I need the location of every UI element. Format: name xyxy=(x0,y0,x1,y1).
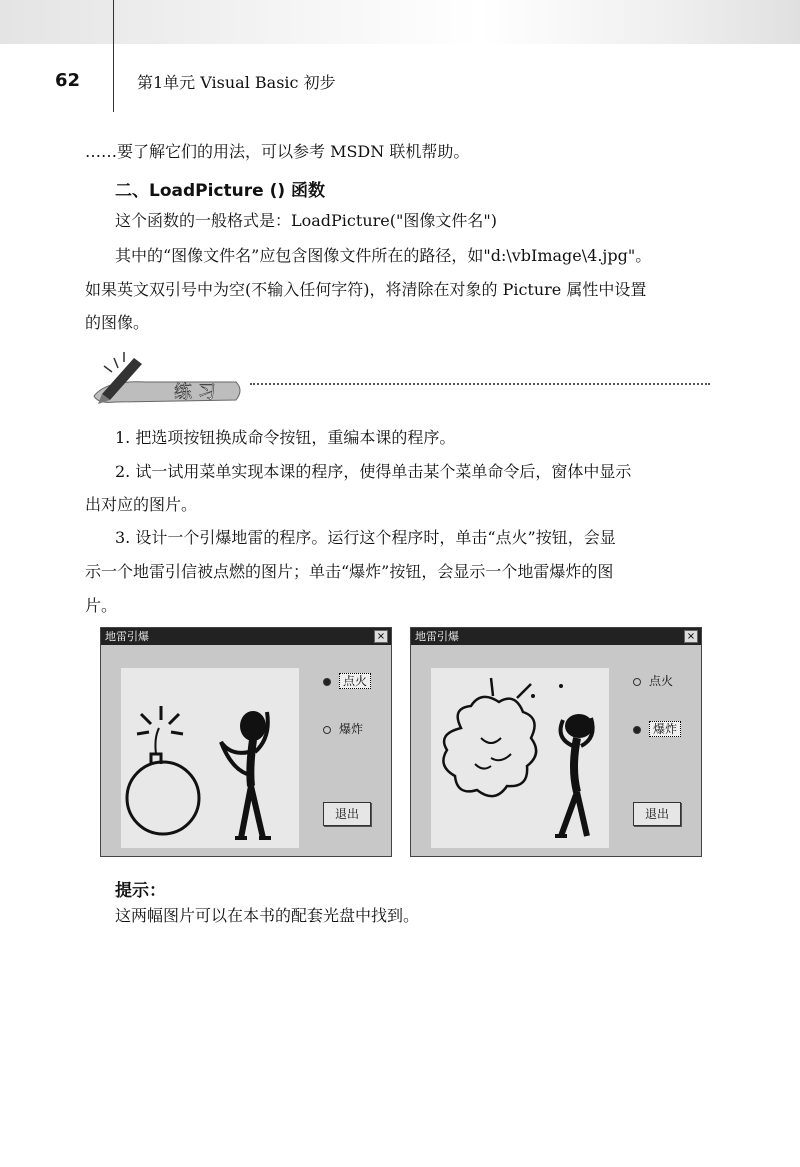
radio-selected-icon xyxy=(323,678,331,686)
page-number: 62 xyxy=(55,70,81,91)
paragraph: ……要了解它们的用法，可以参考 MSDN 联机帮助。 xyxy=(85,142,470,161)
close-button[interactable]: × xyxy=(374,630,388,643)
window-titlebar xyxy=(101,628,391,645)
option-label: 点火 xyxy=(649,674,674,688)
mine-fuse-burning-image xyxy=(121,668,299,848)
option-label: 点火 xyxy=(339,673,371,689)
option-label: 爆炸 xyxy=(339,722,364,736)
paragraph: 如果英文双引号中为空(不输入任何字符)，将清除在对象的 Picture 属性中设置 xyxy=(85,280,647,299)
radio-selected-icon xyxy=(633,726,641,734)
option-label: 爆炸 xyxy=(649,721,681,737)
option-ignite[interactable] xyxy=(323,672,371,689)
exercise-item: 3. 设计一个引爆地雷的程序。运行这个程序时，单击“点火”按钮，会显 xyxy=(115,528,616,547)
running-header: 第1单元 Visual Basic 初步 xyxy=(137,73,336,92)
pencil-icon xyxy=(86,352,246,408)
exercise-item: 片。 xyxy=(85,596,118,615)
exit-button[interactable]: 退出 xyxy=(323,802,371,826)
vb-window-ignite xyxy=(100,627,392,857)
radio-icon xyxy=(633,678,641,686)
picture-box xyxy=(121,668,299,848)
exit-button[interactable]: 退出 xyxy=(633,802,681,826)
dotted-separator xyxy=(250,383,710,385)
page-top-decoration xyxy=(0,0,800,44)
mine-explosion-image xyxy=(431,668,609,848)
close-button[interactable]: × xyxy=(684,630,698,643)
picture-box xyxy=(431,668,609,848)
exercise-item: 2. 试一试用菜单实现本课的程序，使得单击某个菜单命令后，窗体中显示 xyxy=(115,462,632,481)
paragraph: 这个函数的一般格式是：LoadPicture("图像文件名") xyxy=(115,211,497,230)
tip-text: 这两幅图片可以在本书的配套光盘中找到。 xyxy=(115,906,420,925)
window-titlebar xyxy=(411,628,701,645)
option-explode[interactable] xyxy=(633,720,681,737)
header-divider xyxy=(113,0,114,112)
exercise-item: 1. 把选项按钮换成命令按钮，重编本课的程序。 xyxy=(115,428,456,447)
exercise-label: 练 习 xyxy=(174,382,216,403)
option-ignite[interactable] xyxy=(633,672,673,689)
paragraph: 的图像。 xyxy=(85,313,150,332)
exercise-badge xyxy=(86,352,246,408)
option-explode[interactable] xyxy=(323,720,363,737)
radio-icon xyxy=(323,726,331,734)
exercise-item: 示一个地雷引信被点燃的图片；单击“爆炸”按钮，会显示一个地雷爆炸的图 xyxy=(85,562,614,581)
window-title: 地雷引爆 xyxy=(415,630,459,643)
tip-title: 提示： xyxy=(115,881,166,901)
section-heading: 二、LoadPicture () 函数 xyxy=(115,181,326,201)
vb-window-explode xyxy=(410,627,702,857)
window-title: 地雷引爆 xyxy=(105,630,149,643)
paragraph: 其中的“图像文件名”应包含图像文件所在的路径，如"d:\vbImage\4.jpg"。 xyxy=(115,246,652,265)
exercise-item: 出对应的图片。 xyxy=(85,495,198,514)
